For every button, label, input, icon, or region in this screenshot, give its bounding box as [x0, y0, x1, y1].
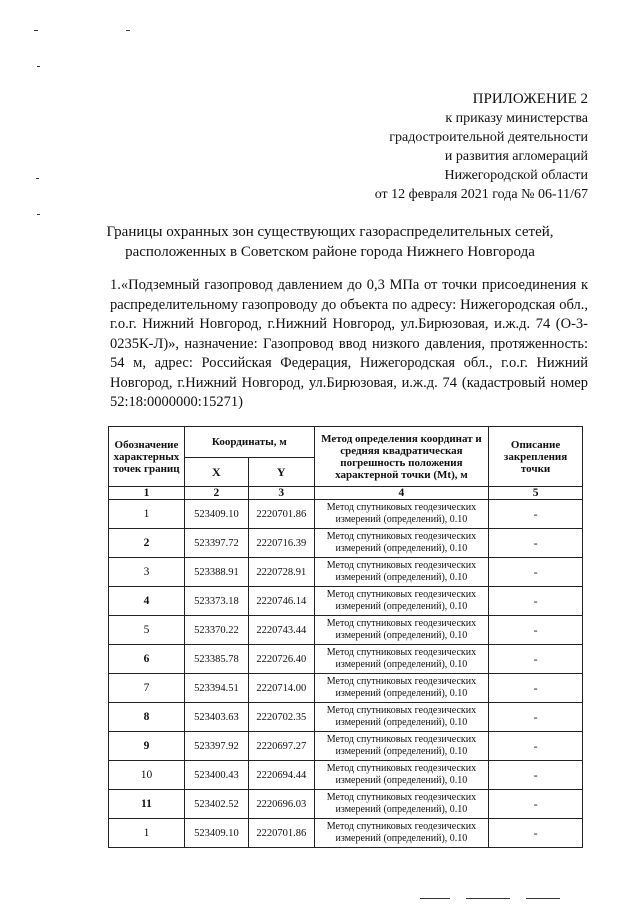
column-number: 2	[184, 487, 248, 500]
coordinate-x: 523397.92	[184, 732, 248, 761]
method-line: измерений (определений), 0.10	[335, 746, 468, 757]
header-x: X	[184, 458, 248, 487]
coordinate-x: 523402.52	[184, 790, 248, 819]
header-coordinates: Координаты, м	[184, 427, 314, 458]
table-row	[109, 732, 583, 761]
appendix-header	[375, 90, 588, 204]
scan-mark	[36, 178, 39, 179]
coordinate-y: 2220726.40	[248, 645, 314, 674]
method-line: измерений (определений), 0.10	[335, 775, 468, 786]
method-line: Метод спутниковых геодезических	[326, 676, 477, 687]
method-cell	[314, 645, 488, 674]
point-number: 10	[109, 761, 185, 790]
fixing-description: -	[489, 500, 583, 529]
fixing-description: -	[489, 645, 583, 674]
header-method: Метод определения координат и средняя квадратическая погрешность положения характерной точки (Mt), м	[314, 427, 488, 487]
fixing-description: -	[489, 703, 583, 732]
fixing-description: -	[489, 732, 583, 761]
appendix-line: от 12 февраля 2021 года № 06-11/67	[374, 187, 588, 202]
coordinate-x: 523400.43	[184, 761, 248, 790]
table-row	[109, 529, 583, 558]
point-number: 11	[109, 790, 185, 819]
appendix-line: Нижегородской области	[444, 168, 588, 183]
coordinate-y: 2220701.86	[248, 500, 314, 529]
method-line: Метод спутниковых геодезических	[326, 618, 477, 629]
method-line: Метод спутниковых геодезических	[326, 560, 477, 571]
method-cell	[314, 761, 488, 790]
coordinate-y: 2220701.86	[248, 819, 314, 848]
coordinate-x: 523394.51	[184, 674, 248, 703]
point-number: 1	[109, 819, 185, 848]
method-cell	[314, 703, 488, 732]
method-line: измерений (определений), 0.10	[335, 833, 468, 844]
appendix-line: градостроительной деятельности	[389, 130, 588, 145]
coordinate-y: 2220746.14	[248, 587, 314, 616]
fixing-description: -	[489, 616, 583, 645]
column-number: 5	[489, 487, 583, 500]
fixing-description: -	[489, 529, 583, 558]
scan-mark	[526, 898, 560, 899]
coordinate-x: 523385.78	[184, 645, 248, 674]
coordinate-y: 2220728.91	[248, 558, 314, 587]
table-row	[109, 558, 583, 587]
point-number: 3	[109, 558, 185, 587]
point-number: 7	[109, 674, 185, 703]
scan-mark	[420, 898, 450, 899]
method-cell	[314, 616, 488, 645]
method-cell	[314, 558, 488, 587]
point-number: 5	[109, 616, 185, 645]
scan-mark	[34, 30, 38, 31]
method-line: измерений (определений), 0.10	[335, 804, 468, 815]
coordinate-x: 523373.18	[184, 587, 248, 616]
method-line: измерений (определений), 0.10	[335, 630, 468, 641]
method-cell	[314, 500, 488, 529]
table-row	[109, 674, 583, 703]
method-line: Метод спутниковых геодезических	[326, 792, 477, 803]
method-line: Метод спутниковых геодезических	[326, 734, 477, 745]
header-y: Y	[248, 458, 314, 487]
header-fixing: Описание закрепления точки	[489, 427, 583, 487]
coordinate-y: 2220694.44	[248, 761, 314, 790]
point-number: 2	[109, 529, 185, 558]
coordinate-x: 523397.72	[184, 529, 248, 558]
method-line: Метод спутниковых геодезических	[326, 647, 477, 658]
fixing-description: -	[489, 819, 583, 848]
method-cell	[314, 529, 488, 558]
method-line: измерений (определений), 0.10	[335, 717, 468, 728]
scan-mark	[466, 898, 510, 899]
title-line: Границы охранных зон существующих газораспределительных сетей,	[106, 224, 554, 240]
method-line: измерений (определений), 0.10	[335, 572, 468, 583]
coordinate-x: 523403.63	[184, 703, 248, 732]
appendix-line: и развития агломераций	[444, 149, 588, 164]
table-row	[109, 616, 583, 645]
table-row	[109, 587, 583, 616]
method-line: Метод спутниковых геодезических	[326, 821, 477, 832]
scan-mark	[126, 30, 130, 31]
table-row	[109, 703, 583, 732]
column-number: 1	[109, 487, 185, 500]
fixing-description: -	[489, 587, 583, 616]
point-number: 9	[109, 732, 185, 761]
coordinate-y: 2220716.39	[248, 529, 314, 558]
coordinate-y: 2220696.03	[248, 790, 314, 819]
method-cell	[314, 587, 488, 616]
fixing-description: -	[489, 761, 583, 790]
method-cell	[314, 790, 488, 819]
coordinate-x: 523409.10	[184, 819, 248, 848]
table-row	[109, 819, 583, 848]
title-line: расположенных в Советском районе города Нижнего Новгорода	[125, 244, 535, 260]
method-line: Метод спутниковых геодезических	[326, 502, 477, 513]
document-title	[60, 222, 600, 262]
method-line: измерений (определений), 0.10	[335, 601, 468, 612]
appendix-line: к приказу министерства	[445, 111, 588, 126]
object-description: 1.«Подземный газопровод давлением до 0,3 МПа от точки присоединения к распределительному газопроводу до объекта по адресу: Нижегородская обл., г.о.г. Нижний Новгород, г.Нижний Новгород, ул.Бирюзовая, и.ж.д. 74 (О-3-0235К-Л)», назначение: Газопровод ввод низкого давления, протяженность: 54 м, адрес: Российская Федерация, Нижегородская обл., г.о.г. Нижний Новгород, г.Нижний Новгород, ул.Бирюзовая, и.ж.д. 74 (кадастровый номер 52:18:0000000:15271)	[110, 277, 588, 410]
method-line: Метод спутниковых геодезических	[326, 705, 477, 716]
coordinate-y: 2220702.35	[248, 703, 314, 732]
fixing-description: -	[489, 558, 583, 587]
fixing-description: -	[489, 674, 583, 703]
method-line: измерений (определений), 0.10	[335, 659, 468, 670]
coordinate-y: 2220743.44	[248, 616, 314, 645]
table-row	[109, 645, 583, 674]
point-number: 4	[109, 587, 185, 616]
method-cell	[314, 819, 488, 848]
coordinate-y: 2220697.27	[248, 732, 314, 761]
coordinate-x: 523409.10	[184, 500, 248, 529]
table-row	[109, 761, 583, 790]
appendix-title: ПРИЛОЖЕНИЕ 2	[472, 91, 588, 107]
table-row	[109, 790, 583, 819]
header-point: Обозначение характерных точек границ	[109, 427, 185, 487]
scan-mark	[37, 214, 40, 215]
column-number: 3	[248, 487, 314, 500]
method-cell	[314, 674, 488, 703]
point-number: 1	[109, 500, 185, 529]
coordinate-x: 523388.91	[184, 558, 248, 587]
method-line: измерений (определений), 0.10	[335, 514, 468, 525]
point-number: 6	[109, 645, 185, 674]
method-line: Метод спутниковых геодезических	[326, 531, 477, 542]
coordinates-table	[108, 426, 583, 848]
coordinate-y: 2220714.00	[248, 674, 314, 703]
method-line: измерений (определений), 0.10	[335, 688, 468, 699]
method-line: измерений (определений), 0.10	[335, 543, 468, 554]
method-line: Метод спутниковых геодезических	[326, 763, 477, 774]
point-number: 8	[109, 703, 185, 732]
table-row	[109, 500, 583, 529]
coordinate-x: 523370.22	[184, 616, 248, 645]
fixing-description: -	[489, 790, 583, 819]
method-line: Метод спутниковых геодезических	[326, 589, 477, 600]
column-number: 4	[314, 487, 488, 500]
method-cell	[314, 732, 488, 761]
scan-mark	[37, 66, 40, 67]
